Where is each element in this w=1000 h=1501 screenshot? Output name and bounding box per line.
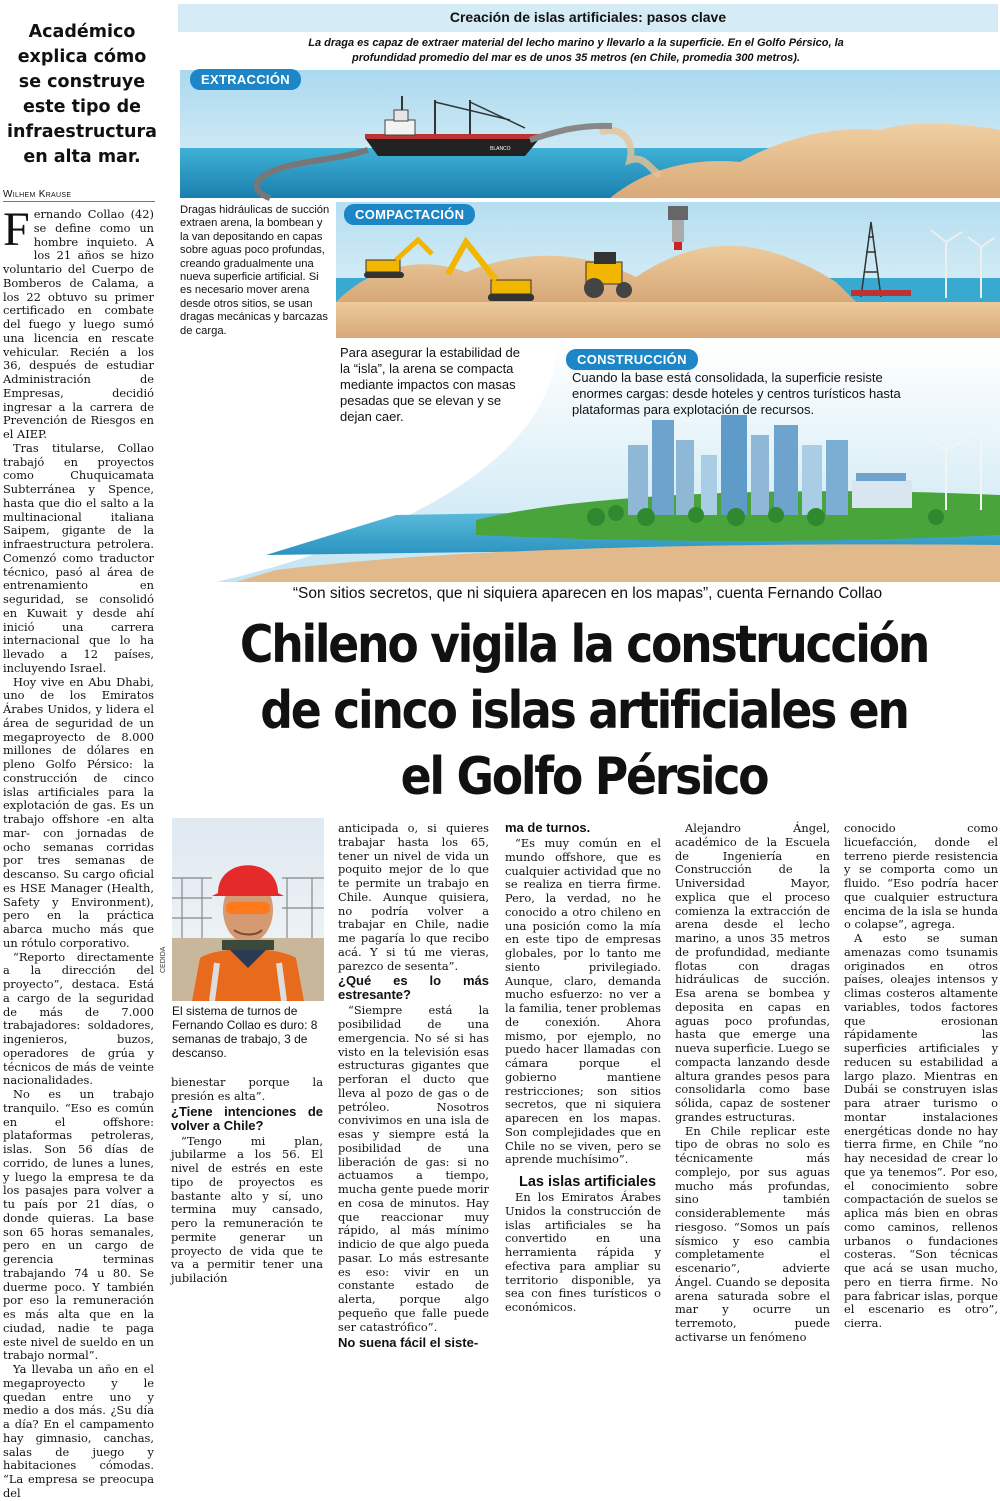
photo-credit: CEDIDA xyxy=(160,946,167,973)
kicker: “Son sitios secretos, que ni siquiera aparecen en los mapas”, cuenta Fernando Collao xyxy=(292,585,883,602)
paragraph: En Chile replicar este tipo de obras no solo es técnicamente más complejo, por sus aguas mucho más profundas, sino también considerablemente más riesgoso. “Somos un país sísmico y eso cambia completamente el escenario”, advierte Ángel. Cuando se deposita arena saturada sobre el mar y ocurre un terremoto, puede activarse un fenómeno xyxy=(675,1123,830,1344)
infographic-title: Creación de islas artificiales: pasos clave xyxy=(449,9,727,25)
question: No suena fácil el siste- xyxy=(338,1335,479,1351)
byline: Wilhem Krause xyxy=(3,189,155,202)
column-6 xyxy=(844,822,998,1331)
headline-line: el Golfo Pérsico xyxy=(400,747,768,807)
step3-text: Cuando la base está consolidada, la superficie resiste enormes cargas: desde hoteles y centros turísticos hasta plataformas para explotación de recursos. xyxy=(572,370,901,417)
paragraph: Ya llevaba un año en el megaproyecto y le quedan entre uno y medio a dos más. ¿Su día a día? En el campamento hay gimnasio, canchas, salas de juego y habitaciones cómodas. “La empresa se preocupa del xyxy=(3,1362,154,1500)
drop-cap: F xyxy=(3,203,30,256)
column-5 xyxy=(675,822,830,1345)
infographic-intro: La draga es capaz de extraer material del lecho marino y llevarlo a la superficie. En el Golfo Pérsico, la profundidad promedio del mar es de unos 35 metros (en Chile, promedia 300 metros). xyxy=(308,37,844,64)
question: ¿Qué es lo más estresante? xyxy=(338,973,489,1003)
ship-name: BLANCO xyxy=(490,146,511,152)
photo-caption: El sistema de turnos de Fernando Collao es duro: 8 semanas de trabajo, 3 de descanso. xyxy=(172,1004,318,1060)
column-1 xyxy=(3,203,154,1501)
extraction-scene xyxy=(180,70,1000,198)
sunglasses xyxy=(226,902,270,914)
column-2 xyxy=(171,1076,323,1286)
paragraph: bienestar porque la presión es alta”. xyxy=(171,1075,323,1103)
paragraph: “Es muy común en el mundo offshore, que es cualquier actividad que no se realiza en tierra firme. Pero, la verdad, no he conocido a otro chileno en una posición como la mía en este tipo de empresas globales, por lo tanto me siento privilegiado. Aunque, claro, demanda mucho esfuerzo: no ver a la familia, tener problemas de conexión. Ahora mismo, por ejemplo, no puedo hacer llamadas con cámara porque el gobierno mantiene restricciones; son sitios secretos, que ni siquiera aparecen en los mapas. Son complejidades que en Chile no se viven, pero se aprende muchísimo”. xyxy=(505,836,661,1167)
paragraph: Tras titularse, Collao trabajó en proyectos como Chuquicamata Subterránea y Spence, hasta que dio el salto a la multinacional italiana Saipem, gigante de la infraestructura petrolera. Comenzó como traductor técnico, pasó al área de entrenamiento en seguridad, se consolidó en Kuwait y desde ahí inició una carrera internacional que lo ha llevado a 12 países, incluyendo Israel. xyxy=(3,440,154,675)
sand-base xyxy=(336,302,1000,338)
paragraph: conocido como licuefacción, donde el terreno pierde resistencia y se comporta como un fluido. “Eso podría hacer que cualquier estructura encima de la isla se hunda o colapse”, agrega. xyxy=(844,821,998,932)
step2-label: COMPACTACIÓN xyxy=(344,204,475,225)
deck: Académico explica cómo se construye este tipo de infraestructura en alta mar. xyxy=(7,22,157,167)
paragraph: anticipada o, si quieres trabajar hasta los 65, tener un nivel de vida un poquito mejor de lo que te permite un trabajo en Chile. Aunque quisiera, no podría volver a trabajar en Chile, nadie me pagaría lo que recibo acá. Y si tú me vieras, parezco de sesenta”. xyxy=(338,821,489,973)
step1-text: Dragas hidráulicas de succión extraen arena, la bombean y la van depositando en capas sobre aguas poco profundas, creando gradualmente una nueva superficie artificial. Si es necesario mover arena desde otros sitios, se usan dragas mecánicas y barcazas de carga. xyxy=(180,204,330,337)
step1-label: EXTRACCIÓN xyxy=(190,69,301,90)
headline xyxy=(218,612,950,810)
paragraph: Hoy vive en Abu Dhabi, uno de los Emiratos Árabes Unidos, y lidera el área de seguridad de un megaproyecto de 8.000 millones de dólares en pleno Golfo Pérsico: la construcción de cinco islas artificiales para la explotación de gas. Es un trabajo offshore -en alta mar- con jornadas de ocho semanas corridas por tres semanas de descanso. Su cargo oficial es HSE Manager (Health, Safety y Environment), pero en la práctica abarca mucho más que un rótulo corporativo. xyxy=(3,674,154,950)
step2-text: Para asegurar la estabilidad de la “isla”, la arena se compacta mediante impactos con masas pesadas que se elevan y se dejan caer. xyxy=(340,345,520,424)
paragraph: Alejandro Ángel, académico de la Escuela de Ingeniería en Construcción de la Universidad Mayor, explica que el proceso comienza la extracción de arena desde el lecho marino, a unos 35 metros de profundidad, mediante flotas con dragas hidráulicas de succión. Esa arena se bombea y deposita en capas en aguas poco profundas, hasta que emerge una nueva superficie. Luego se compacta lanzando desde altura grandes pesos para consolidarla como base sólida, capaz de sostener grandes estructuras. xyxy=(675,821,830,1124)
paragraph: No es un trabajo tranquilo. “Eso es común en el offshore: plataformas petroleras, islas. Son 56 días de corrido, de lunes a lunes, y luego la empresa te da los pasajes para volver a tu país por 21 días, o donde quieras. La base son 65 horas semanales, pero en un cargo de gerencia terminas trabajando 74 u 80. Se duerme poco. Y también por eso la remuneración es más alta que en la ciudad, nadie te paga este nivel de sueldo en un trabajo normal”. xyxy=(3,1087,154,1363)
paragraph: En los Emiratos Árabes Unidos la construcción de islas artificiales se ha convertido en una herramienta rápida y efectiva para ampliar su territorio disponible, ya sea con fines turísticos o económicos. xyxy=(505,1190,661,1314)
paragraph: ernando Collao (42) se define como un hombre inquieto. A los 21 años se hizo voluntario del Cuerpo de Bomberos de Calama, a los 22 obtuvo su primer certificado en combate del fuego y luego sumó una licencia en rescate vehicular. Recién a los 36, después de estudiar Administración de Empresas, decidió ingresar a la carrera de Prevención de Riesgos en el AIEP. xyxy=(3,207,154,441)
question: ¿Tiene intenciones de volver a Chile? xyxy=(171,1103,323,1133)
paragraph: “Reporto directamente a la dirección del proyecto”, destaca. Está a cargo de la seguridad de más de 7.000 trabajadores: soldadores, ingenieros, buzos, operadores de grúa y técnicos de más de veinte nacionalidades. xyxy=(3,949,154,1088)
column-3 xyxy=(338,822,489,1352)
infographic xyxy=(176,0,1000,582)
paragraph: A esto se suman amenazas como tsunamis originados en otros países, oleajes intensos y climas costeros altamente variables, todos factores que erosionan rápidamente las superficies artificiales y reducen su estabilidad a largo plazo. Mientras en Dubái se construyen islas para atraer turismo o montar instalaciones energéticas donde no hay tierra firme, en Chile “no hay necesidad de crear lo que ya tenemos”. Por eso, el conocimiento sobre compactación de suelos se aplica más bien en obras como caminos, rellenos urbanos o fundaciones costeras. “Son técnicas que acá se usan mucho, pero en tierra firme. No para fabricar islas, porque el escenario es otro”, cierra. xyxy=(844,931,998,1330)
paragraph: “Siempre está la posibilidad de una emergencia. No sé si has visto en la televisión esas estructuras gigantes que perforan el ducto que lleva al pozo de gas o de petróleo. Nosotros convivimos en una isla de esas y siempre está la posibilidad de una liberación de gas: si no actuamos a tiempo, mucha gente puede morir en cosa de minutos. Hay que reaccionar muy rápido, al más mínimo indicio de que algo pueda pasar. Lo más estresante es eso: vivir en un constante estado de alerta, porque algo pequeño que falle puede ser catastrófico”. xyxy=(338,1003,489,1334)
portrait-photo xyxy=(172,818,324,1001)
paragraph: “Tengo mi plan, jubilarme a los 56. El nivel de estrés en este tipo de proyectos es bastante alto y sí, uno termina muy cansado, pero la remuneración te permite generar un proyecto de vida que te va a permitir tener una jubilación xyxy=(171,1133,323,1285)
column-4 xyxy=(505,820,661,1315)
headline-line: de cinco islas artificiales en xyxy=(260,681,908,741)
question: ma de turnos. xyxy=(505,820,591,835)
section-subhead: Las islas artificiales xyxy=(519,1174,657,1190)
headline-line: Chileno vigila la construcción xyxy=(239,615,929,675)
step3-label: CONSTRUCCIÓN xyxy=(566,349,698,370)
